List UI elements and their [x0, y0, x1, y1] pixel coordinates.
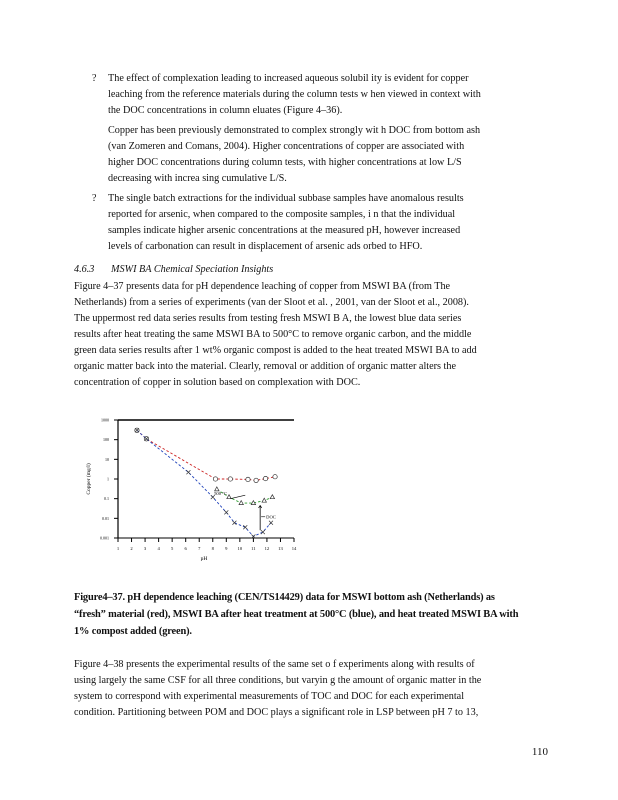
- data-point: [246, 477, 250, 481]
- bullet-marker: ?: [92, 73, 97, 84]
- data-point: [186, 470, 190, 474]
- x-tick-label: 11: [251, 546, 256, 551]
- data-point: [213, 477, 217, 481]
- bullet-1-para2-line-2: (van Zomeren and Comans, 2004). Higher concentrations of copper are associated with: [108, 141, 465, 152]
- x-tick-label: 13: [278, 546, 283, 551]
- data-point: [261, 530, 265, 534]
- series-line-1: [137, 430, 271, 536]
- bullet-1-para2-line-1: Copper has been previously demonstrated to complex strongly wit h DOC from bottom ash: [108, 125, 481, 136]
- x-tick-label: 5: [171, 546, 174, 551]
- x-tick-label: 12: [264, 546, 270, 551]
- bullet-2-line-3: samples indicate higher arsenic concentrations at the measured pH, however increased: [108, 225, 461, 236]
- bullet-2-line-1: The single batch extractions for the individual subbase samples have anomalous results: [108, 193, 464, 204]
- data-point: [263, 476, 267, 480]
- y-tick-label: 1: [107, 476, 109, 482]
- para1-line-7: concentration of copper in solution based on complexation with DOC.: [74, 377, 361, 388]
- y-tick-label: 100: [103, 437, 109, 443]
- para1-line-4: results after heat treating the same MSWI BA to 500°C to remove organic carbon, and the middle: [74, 329, 472, 340]
- x-tick-label: 7: [198, 546, 201, 551]
- x-tick-label: 14: [291, 546, 297, 551]
- data-point: [262, 498, 266, 502]
- y-axis-label: Copper (mg/l): [86, 463, 92, 495]
- chart-annotations: [214, 491, 276, 530]
- chart-axes: [85, 417, 294, 562]
- x-tick-label: 2: [130, 546, 133, 551]
- section-number: 4.6.3: [74, 264, 95, 275]
- figure-caption-line-1: Figure4–37. pH dependence leaching (CEN/TS14429) data for MSWI bottom ash (Netherlands) as: [74, 592, 495, 603]
- bullet-1-para2-line-3: higher DOC concentrations during column tests, with higher concentrations at low L/S: [108, 157, 462, 168]
- para2-line-1: Figure 4–38 presents the experimental results of the same set o f experiments along with results of: [74, 659, 475, 670]
- figure-caption-line-2: “fresh” material (red), MSWI BA after heat treatment at 500°C (blue), and heat treated MSWI BA with: [74, 609, 519, 620]
- para1-line-6: organic matter back into the material. Clearly, removal or addition of organic matter alters the: [74, 361, 456, 372]
- data-point: [243, 525, 247, 529]
- para2-line-4: condition. Partitioning between POM and DOC plays a significant role in LSP between pH 7 to 13,: [74, 707, 479, 718]
- figure-caption-line-3: 1% compost added (green).: [74, 626, 192, 637]
- para1-line-5: green data series results after 1 wt% organic compost is added to the heat treated MSWI BA to add: [74, 345, 477, 356]
- bullet-2-line-2: reported for arsenic, when compared to the composite samples, i n that the individual: [108, 209, 456, 220]
- bullet-marker: ?: [92, 193, 97, 204]
- x-tick-label: 3: [143, 546, 147, 551]
- para1-line-2: Netherlands) from a series of experiments (van der Sloot et al. , 2001, van der Sloot et al., 2008).: [74, 297, 469, 308]
- data-point: [254, 478, 258, 482]
- data-point: [227, 495, 231, 499]
- y-tick-label: 0.001: [100, 535, 109, 541]
- para1-line-3: The uppermost red data series results from testing fresh MSWI B A, the lowest blue data series: [74, 313, 462, 324]
- para2-line-3: system to correspond with experimental measurements of TOC and DOC for each experimental: [74, 691, 465, 702]
- x-tick-label: 10: [237, 546, 243, 551]
- x-tick-label: 9: [225, 546, 228, 551]
- bullet-1-line-2: leaching from the reference materials during the column tests w hen viewed in context with: [108, 89, 481, 100]
- copper-ph-chart: [78, 410, 308, 575]
- para2-line-2: using largely the same CSF for all three conditions, but varyin g the amount of organic matter in the: [74, 675, 482, 686]
- y-tick-label: 10: [105, 456, 109, 462]
- y-tick-label: 0.01: [102, 515, 109, 521]
- data-point: [224, 510, 228, 514]
- y-tick-label: 1000: [101, 417, 109, 423]
- series-line-0: [137, 430, 275, 480]
- annotation-doc: DOC: [266, 514, 276, 520]
- data-point: [232, 521, 236, 525]
- section-title: MSWI BA Chemical Speciation Insights: [111, 264, 274, 275]
- x-tick-label: 6: [184, 546, 187, 551]
- annotation-arrow: [230, 495, 245, 498]
- bullet-1-line-3: the DOC concentrations in column eluates (Figure 4–36).: [108, 105, 343, 116]
- bullet-2-line-4: levels of carbonation can result in displacement of arsenic ads orbed to HFO.: [108, 241, 423, 252]
- x-axis-label: pH: [200, 556, 208, 562]
- data-point: [273, 475, 277, 479]
- annotation-500c: 500 °C: [214, 491, 228, 497]
- data-point: [270, 495, 274, 499]
- y-tick-label: 0.1: [104, 496, 109, 502]
- data-point: [239, 501, 243, 505]
- chart-ticks: [100, 418, 297, 552]
- para1-line-1: Figure 4–37 presents data for pH dependence leaching of copper from MSWI BA (from The: [74, 281, 451, 292]
- page-number: 110: [531, 746, 548, 758]
- x-tick-label: 4: [157, 546, 160, 551]
- bullet-1-para2-line-4: decreasing with increa sing cumulative L/S.: [108, 173, 287, 184]
- chart-series: [135, 428, 277, 538]
- bullet-1-line-1: The effect of complexation leading to increased aqueous solubil ity is evident for copper: [108, 73, 469, 84]
- x-tick-label: 1: [116, 546, 120, 551]
- data-point: [269, 521, 273, 525]
- data-point: [228, 477, 232, 481]
- x-tick-label: 8: [211, 546, 214, 551]
